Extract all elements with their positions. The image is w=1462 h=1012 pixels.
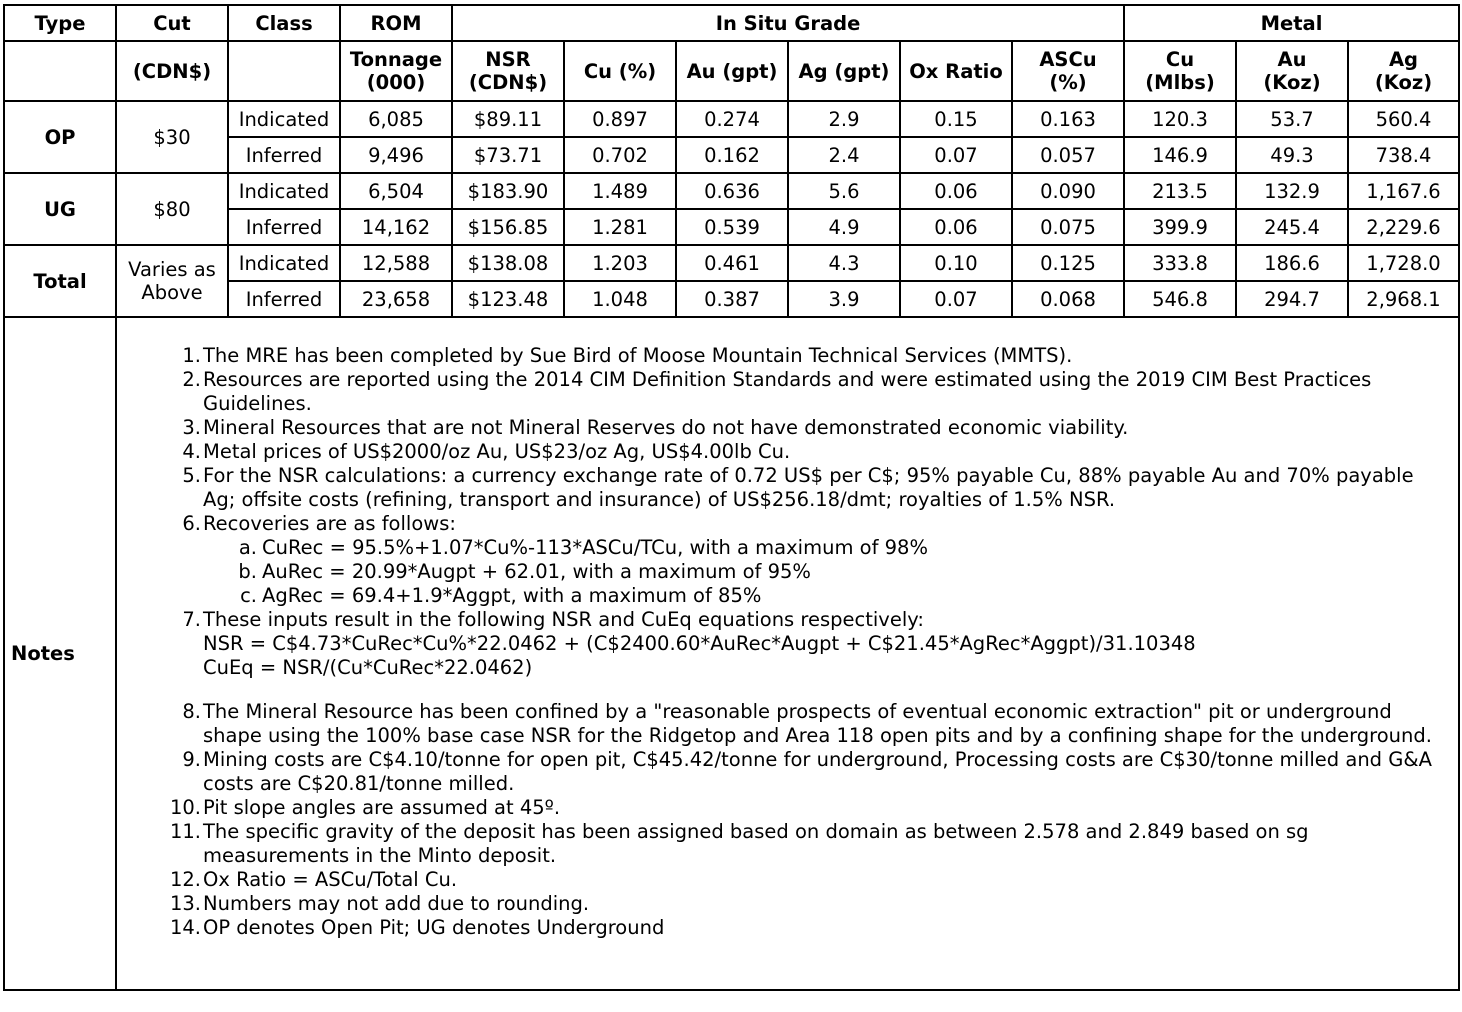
ag-gpt-cell: 4.3 (788, 245, 900, 281)
note-text: Mining costs are C$4.10/tonne for open pit, C$45.42/tonne for underground, Processing costs are C$30/tonne milled and G&A costs are C$20.81/tonne milled. (203, 748, 1439, 795)
note-number: 12. (169, 868, 201, 891)
note-item (117, 344, 1448, 368)
header-in-situ-grade: In Situ Grade (452, 5, 1124, 41)
type-cell: OP (4, 101, 116, 173)
ag-gpt-cell: 3.9 (788, 281, 900, 317)
recovery-letter: a. (238, 536, 257, 559)
ag-koz-cell: 738.4 (1348, 137, 1459, 173)
tonnage-cell: 6,504 (340, 173, 452, 209)
note-item (117, 748, 1448, 796)
class-cell: Inferred (228, 281, 340, 317)
note-number: 5. (182, 464, 201, 487)
ag-gpt-cell: 4.9 (788, 209, 900, 245)
note-item (117, 512, 1448, 536)
ascu-cell: 0.057 (1012, 137, 1124, 173)
header-cu-mlbs-line2: (Mlbs) (1145, 71, 1215, 94)
header-metal: Metal (1124, 5, 1459, 41)
notes-label: Notes (4, 317, 116, 990)
header-au-koz (1236, 41, 1348, 101)
ox-ratio-cell: 0.15 (900, 101, 1012, 137)
nsr-cell: $138.08 (452, 245, 564, 281)
header-cu-pct: Cu (%) (564, 41, 676, 101)
tonnage-cell: 14,162 (340, 209, 452, 245)
mineral-resource-table (3, 4, 1460, 991)
au-koz-cell: 132.9 (1236, 173, 1348, 209)
class-cell: Inferred (228, 137, 340, 173)
recovery-item (117, 584, 1448, 608)
recovery-text: AgRec = 69.4+1.9*Aggpt, with a maximum of 85% (262, 584, 762, 607)
ascu-cell: 0.068 (1012, 281, 1124, 317)
header-tonnage (340, 41, 452, 101)
note-number: 10. (169, 796, 201, 819)
nsr-cell: $73.71 (452, 137, 564, 173)
nsr-cell: $156.85 (452, 209, 564, 245)
cut-cell-line2: Above (141, 281, 203, 304)
header-ascu-line2: (%) (1049, 71, 1087, 94)
header-au-koz-line1: Au (1277, 48, 1307, 71)
cut-cell (116, 245, 228, 317)
header-ag-koz (1348, 41, 1459, 101)
table-row (4, 245, 1459, 281)
note-text: Recoveries are as follows: (203, 512, 456, 535)
ox-ratio-cell: 0.06 (900, 173, 1012, 209)
cu-mlbs-cell: 146.9 (1124, 137, 1236, 173)
note-item (117, 368, 1448, 416)
header-cut-unit: (CDN$) (116, 41, 228, 101)
note-number: 2. (182, 368, 201, 391)
header-nsr (452, 41, 564, 101)
notes-cell (116, 317, 1459, 990)
note-item (117, 892, 1448, 916)
header-class-blank (228, 41, 340, 101)
note-number: 13. (169, 892, 201, 915)
recovery-letter: c. (240, 584, 257, 607)
cut-cell: $80 (116, 173, 228, 245)
notes-row (4, 317, 1459, 990)
note-item (117, 700, 1448, 748)
header-nsr-line1: NSR (485, 48, 531, 71)
cu-pct-cell: 1.203 (564, 245, 676, 281)
note-text: For the NSR calculations: a currency exchange rate of 0.72 US$ per C$; 95% payable Cu, 88% payable Au and 70% payable Ag; offsite costs (refining, transport and insurance) of US$256.18/dmt; royalties of 1.5% NSR. (203, 464, 1420, 511)
note-number: 4. (182, 440, 201, 463)
note-item (117, 608, 1448, 680)
note-item (117, 916, 1448, 940)
cu-mlbs-cell: 213.5 (1124, 173, 1236, 209)
header-ascu-line1: ASCu (1039, 48, 1097, 71)
ag-gpt-cell: 2.9 (788, 101, 900, 137)
note-text: Metal prices of US$2000/oz Au, US$23/oz Ag, US$4.00lb Cu. (203, 440, 791, 463)
note-item (117, 796, 1448, 820)
au-gpt-cell: 0.539 (676, 209, 788, 245)
note-number: 8. (182, 700, 201, 723)
header-rom: ROM (340, 5, 452, 41)
ascu-cell: 0.163 (1012, 101, 1124, 137)
header-ox-ratio: Ox Ratio (900, 41, 1012, 101)
cu-mlbs-cell: 546.8 (1124, 281, 1236, 317)
nsr-cell: $89.11 (452, 101, 564, 137)
notes-list (117, 318, 1458, 940)
header-ag-gpt: Ag (gpt) (788, 41, 900, 101)
header-cut: Cut (116, 5, 228, 41)
note-number: 11. (169, 820, 201, 843)
au-gpt-cell: 0.461 (676, 245, 788, 281)
tonnage-cell: 9,496 (340, 137, 452, 173)
cu-mlbs-cell: 399.9 (1124, 209, 1236, 245)
au-gpt-cell: 0.162 (676, 137, 788, 173)
ag-koz-cell: 560.4 (1348, 101, 1459, 137)
note-number: 6. (182, 512, 201, 535)
cu-mlbs-cell: 333.8 (1124, 245, 1236, 281)
cu-mlbs-cell: 120.3 (1124, 101, 1236, 137)
header-class: Class (228, 5, 340, 41)
recovery-letter: b. (238, 560, 257, 583)
header-au-gpt: Au (gpt) (676, 41, 788, 101)
note-text: The Mineral Resource has been confined by a "reasonable prospects of eventual economic extraction" pit or underground shape using the 100% base case NSR for the Ridgetop and Area 118 open pits and by a confining shape for the underground. (203, 700, 1432, 747)
class-cell: Indicated (228, 101, 340, 137)
ag-gpt-cell: 2.4 (788, 137, 900, 173)
ascu-cell: 0.125 (1012, 245, 1124, 281)
ox-ratio-cell: 0.06 (900, 209, 1012, 245)
note-text: Mineral Resources that are not Mineral Reserves do not have demonstrated economic viability. (203, 416, 1129, 439)
au-gpt-cell: 0.387 (676, 281, 788, 317)
note-text: Numbers may not add due to rounding. (203, 892, 590, 915)
class-cell: Indicated (228, 173, 340, 209)
ag-koz-cell: 1,728.0 (1348, 245, 1459, 281)
note-text: Pit slope angles are assumed at 45º. (203, 796, 561, 819)
ox-ratio-cell: 0.07 (900, 281, 1012, 317)
ag-koz-cell: 2,968.1 (1348, 281, 1459, 317)
note-number: 3. (182, 416, 201, 439)
cut-cell-line1: Varies as (128, 258, 216, 281)
tonnage-cell: 23,658 (340, 281, 452, 317)
table-row (4, 173, 1459, 209)
note-text: OP denotes Open Pit; UG denotes Underground (203, 916, 665, 939)
ox-ratio-cell: 0.07 (900, 137, 1012, 173)
note-item (117, 820, 1448, 868)
header-type-blank (4, 41, 116, 101)
header-ag-koz-line2: (Koz) (1374, 71, 1433, 94)
header-ag-koz-line1: Ag (1388, 48, 1419, 71)
note-item (117, 416, 1448, 440)
table-row (4, 101, 1459, 137)
note-number: 1. (182, 344, 201, 367)
tonnage-cell: 6,085 (340, 101, 452, 137)
note-item (117, 440, 1448, 464)
note-number: 14. (169, 916, 201, 939)
note-text: Ox Ratio = ASCu/Total Cu. (203, 868, 458, 891)
header-cu-mlbs (1124, 41, 1236, 101)
type-cell: Total (4, 245, 116, 317)
ag-koz-cell: 1,167.6 (1348, 173, 1459, 209)
note-item (117, 464, 1448, 512)
recovery-item (117, 560, 1448, 584)
header-au-koz-line2: (Koz) (1263, 71, 1321, 94)
ag-gpt-cell: 5.6 (788, 173, 900, 209)
header-ascu (1012, 41, 1124, 101)
au-gpt-cell: 0.636 (676, 173, 788, 209)
recovery-item (117, 536, 1448, 560)
notes-spacer (117, 680, 1448, 700)
header-type: Type (4, 5, 116, 41)
au-koz-cell: 186.6 (1236, 245, 1348, 281)
au-koz-cell: 294.7 (1236, 281, 1348, 317)
type-cell: UG (4, 173, 116, 245)
cu-pct-cell: 1.048 (564, 281, 676, 317)
cu-pct-cell: 0.702 (564, 137, 676, 173)
ascu-cell: 0.075 (1012, 209, 1124, 245)
au-koz-cell: 245.4 (1236, 209, 1348, 245)
note-text: The specific gravity of the deposit has been assigned based on domain as between 2.578 and 2.849 based on sg measurements in the Minto deposit. (203, 820, 1315, 867)
note-number: 7. (182, 608, 201, 631)
header-cu-mlbs-line1: Cu (1165, 48, 1195, 71)
au-koz-cell: 49.3 (1236, 137, 1348, 173)
header-nsr-line2: (CDN$) (468, 71, 548, 94)
class-cell: Inferred (228, 209, 340, 245)
note-item (117, 868, 1448, 892)
recovery-text: AuRec = 20.99*Augpt + 62.01, with a maximum of 95% (262, 560, 811, 583)
recovery-text: CuRec = 95.5%+1.07*Cu%-113*ASCu/TCu, with a maximum of 98% (262, 536, 928, 559)
cu-pct-cell: 1.281 (564, 209, 676, 245)
note-text: These inputs result in the following NSR and CuEq equations respectively: NSR = C$4.73*CuRec*Cu%*22.0462 + (C$2400.60*AuRec*Augpt + C$21.45*AgRec*Aggpt)/31.10348 CuEq = NSR/(Cu*CuRec*22.0462) (203, 608, 1196, 679)
note-number: 9. (182, 748, 201, 771)
header-tonnage-line2: (000) (366, 71, 426, 94)
note-text: Resources are reported using the 2014 CIM Definition Standards and were estimated using the 2019 CIM Best Practices Guidelines. (203, 368, 1378, 415)
nsr-cell: $123.48 (452, 281, 564, 317)
cu-pct-cell: 0.897 (564, 101, 676, 137)
header-row-2 (4, 41, 1459, 101)
header-tonnage-line1: Tonnage (349, 48, 443, 71)
ascu-cell: 0.090 (1012, 173, 1124, 209)
au-gpt-cell: 0.274 (676, 101, 788, 137)
tonnage-cell: 12,588 (340, 245, 452, 281)
au-koz-cell: 53.7 (1236, 101, 1348, 137)
header-row-1 (4, 5, 1459, 41)
ag-koz-cell: 2,229.6 (1348, 209, 1459, 245)
cu-pct-cell: 1.489 (564, 173, 676, 209)
nsr-cell: $183.90 (452, 173, 564, 209)
note-text: The MRE has been completed by Sue Bird of Moose Mountain Technical Services (MMTS). (203, 344, 1073, 367)
class-cell: Indicated (228, 245, 340, 281)
cut-cell: $30 (116, 101, 228, 173)
ox-ratio-cell: 0.10 (900, 245, 1012, 281)
